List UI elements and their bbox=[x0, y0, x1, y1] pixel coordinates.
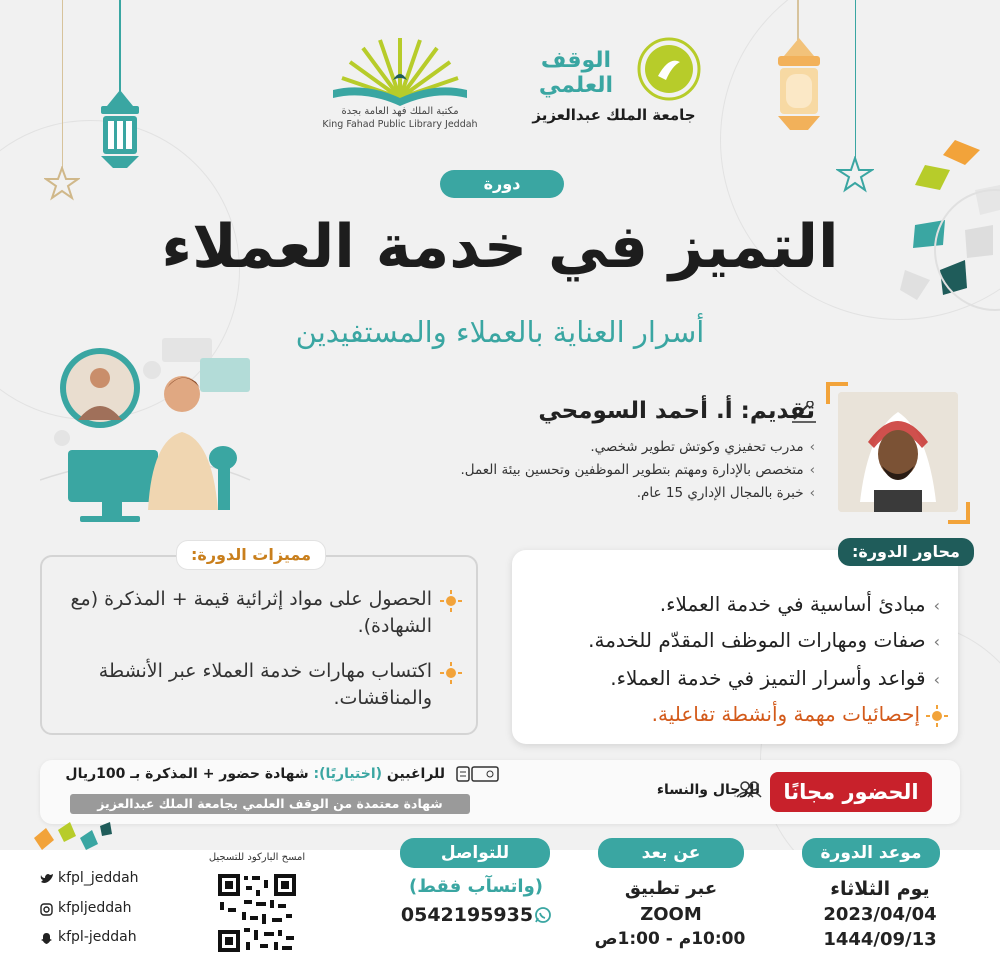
whatsapp-only-text: (واتسآب فقط) bbox=[408, 876, 543, 897]
chevron-icon: › bbox=[933, 596, 940, 615]
certificate-line: للراغبين (اختياريًا): شهادة حضور + المذكرة بـ 100ريال bbox=[65, 766, 445, 782]
whatsapp-icon bbox=[534, 906, 552, 924]
feature-item: الحصول على مواد إثرائية قيمة + المذكرة (مع الشهادة). bbox=[70, 588, 432, 637]
chevron-icon: › bbox=[809, 439, 815, 455]
schedule-label: موعد الدورة bbox=[802, 838, 940, 868]
remote-time: 10:00م - 1:00ص bbox=[594, 929, 746, 949]
lantern-icon bbox=[770, 38, 828, 138]
axis-item: ›مبادئ أساسية في خدمة العملاء. bbox=[659, 592, 940, 616]
course-tag: دورة bbox=[440, 170, 564, 198]
audience-text: للرجال والنساء bbox=[656, 782, 760, 798]
phone-number[interactable]: 0542195935 bbox=[400, 904, 534, 926]
twitter-icon bbox=[40, 873, 54, 885]
list-item: ›مدرب تحفيزي وكوتش تطوير شخصي. bbox=[590, 439, 815, 455]
schedule-date-hijri: 1444/09/13 bbox=[823, 929, 937, 950]
chevron-icon: › bbox=[809, 485, 815, 501]
presenter-bio bbox=[460, 436, 815, 505]
remote-label: عن بعد bbox=[598, 838, 744, 868]
library-name-en: King Fahad Public Library Jeddah bbox=[322, 119, 478, 130]
remote-platform: ZOOM bbox=[640, 904, 702, 925]
presenter-photo bbox=[838, 392, 958, 512]
library-logo-icon bbox=[325, 28, 475, 108]
snapchat-handle[interactable]: kfpl-jeddah bbox=[58, 929, 137, 945]
twitter-handle[interactable]: kfpl_jeddah bbox=[58, 870, 139, 886]
axes-highlight: إحصائيات مهمة وأنشطة تفاعلية. bbox=[651, 702, 920, 726]
lantern-icon bbox=[93, 90, 147, 174]
free-attendance-badge: الحضور مجانًا bbox=[770, 772, 932, 812]
qr-code-icon[interactable] bbox=[216, 872, 298, 954]
waqf-name: الوقف العلمي bbox=[538, 48, 614, 98]
sparkle-icon bbox=[440, 662, 462, 684]
axes-label: محاور الدورة: bbox=[838, 538, 974, 566]
instagram-icon bbox=[40, 903, 53, 916]
accredited-badge: شهادة معتمدة من الوقف العلمي بجامعة الملك عبدالعزيز bbox=[70, 794, 470, 814]
star-icon bbox=[836, 156, 874, 194]
star-icon bbox=[44, 166, 80, 202]
people-icon bbox=[736, 780, 762, 798]
waqf-logo-icon bbox=[636, 36, 702, 102]
snapchat-icon bbox=[40, 932, 53, 945]
page-subtitle: أسرار العناية بالعملاء والمستفيدين bbox=[295, 315, 705, 349]
schedule-date-gregorian: 2023/04/04 bbox=[823, 904, 937, 925]
customer-service-illustration bbox=[40, 330, 280, 530]
feature-item: اكتساب مهارات خدمة العملاء عبر الأنشطة والمناقشات. bbox=[98, 660, 432, 709]
remote-app: عبر تطبيق bbox=[624, 878, 718, 899]
geometric-ornament bbox=[895, 130, 1000, 320]
contact-label: للتواصل bbox=[400, 838, 550, 868]
list-item: ›متخصص بالإدارة ومهتم بتطوير الموظفين وتحسين بيئة العمل. bbox=[460, 462, 815, 478]
chevron-icon: › bbox=[933, 670, 940, 689]
presenter-name: تقديم: أ. أحمد السومحي bbox=[538, 398, 815, 424]
sparkle-icon bbox=[440, 590, 462, 612]
sparkle-icon bbox=[926, 705, 948, 727]
certificate-icon bbox=[456, 766, 500, 782]
chevron-icon: › bbox=[933, 632, 940, 651]
university-name: جامعة الملك عبدالعزيز bbox=[532, 106, 696, 124]
axis-item: ›صفات ومهارات الموظف المقدّم للخدمة. bbox=[588, 628, 940, 652]
list-item: ›خبرة بالمجال الإداري 15 عام. bbox=[636, 485, 815, 501]
instagram-handle[interactable]: kfpljeddah bbox=[58, 900, 132, 916]
schedule-day: يوم الثلاثاء bbox=[830, 878, 930, 900]
qr-caption: امسح الباركود للتسجيل bbox=[208, 852, 306, 863]
page-title: التميز في خدمة العملاء bbox=[161, 212, 839, 282]
chevron-icon: › bbox=[809, 462, 815, 478]
library-name-ar: مكتبة الملك فهد العامة بجدة bbox=[341, 106, 459, 117]
axis-item: ›قواعد وأسرار التميز في خدمة العملاء. bbox=[610, 666, 940, 690]
features-label: مميزات الدورة: bbox=[176, 540, 326, 570]
